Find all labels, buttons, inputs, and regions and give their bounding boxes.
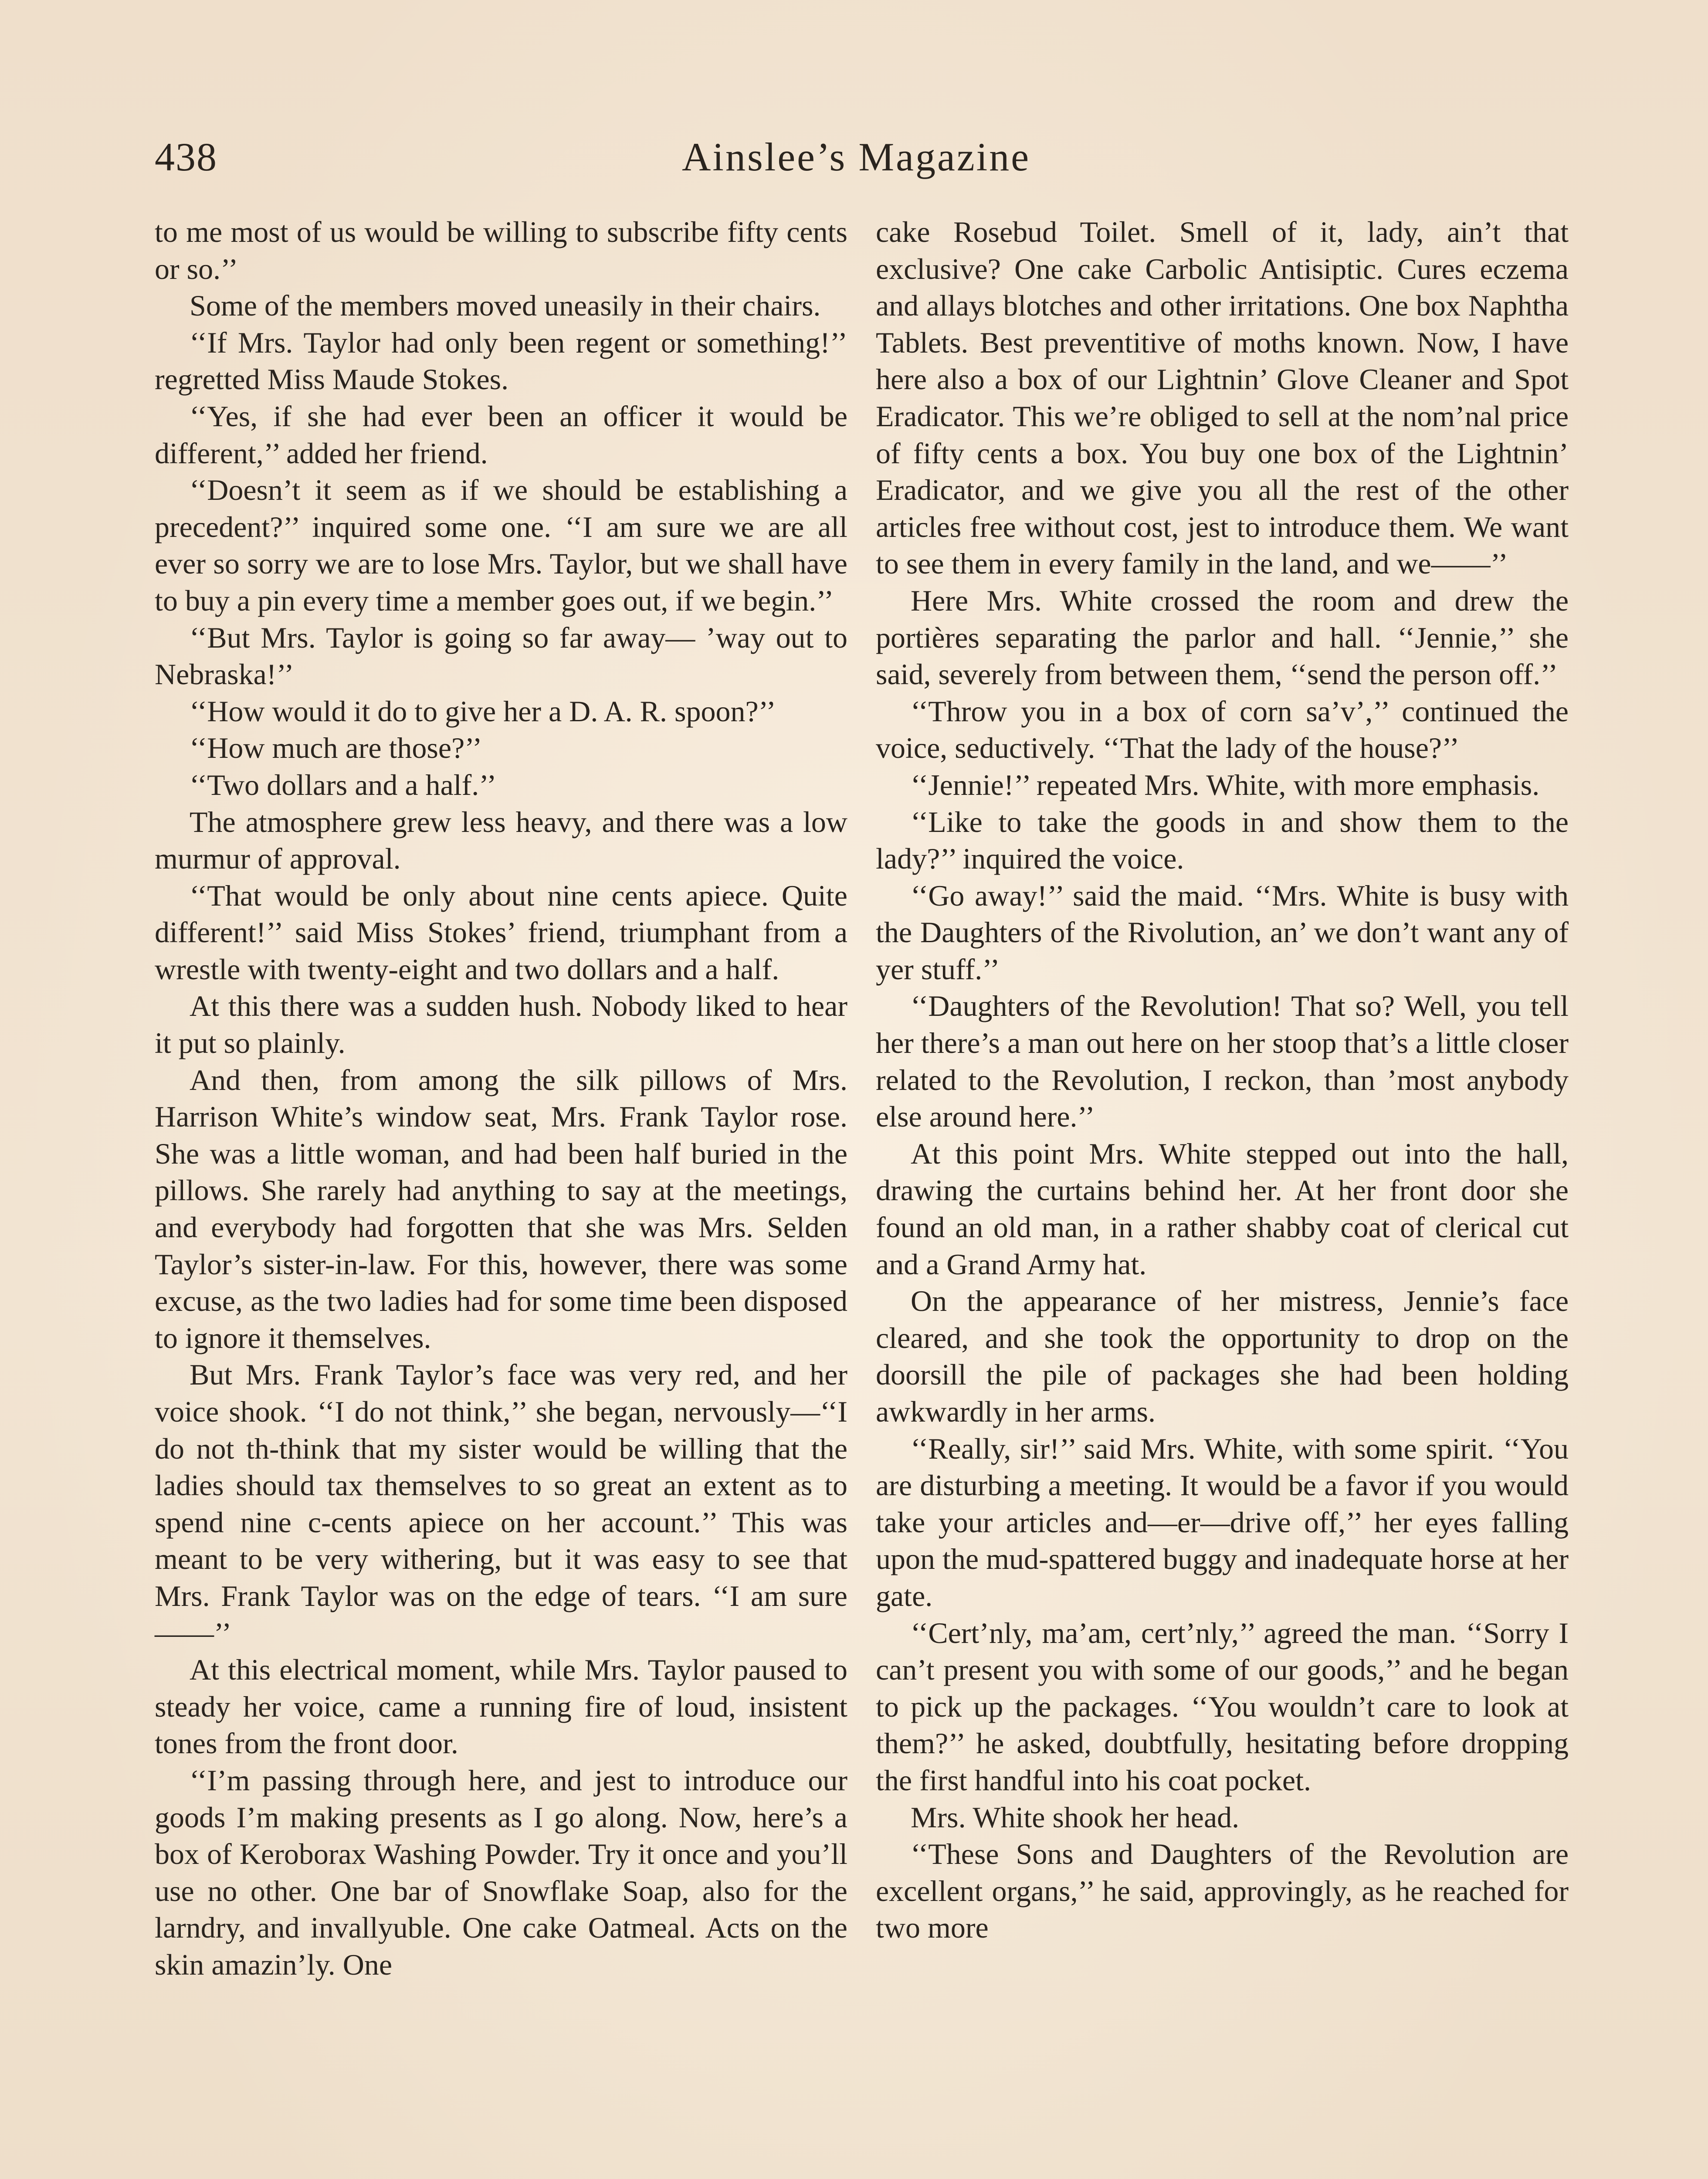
paragraph: ‘‘Two dollars and a half.’’	[190, 768, 497, 801]
paragraph: At this electrical moment, while Mrs. Taylor paused to steady her voice, came a running fire of loud, insistent tones from the front door.	[155, 1653, 847, 1760]
paragraph: ‘‘Daughters of the Revolution! That so? Well, you tell her there’s a man out here on her stoop that’s a little closer related to the Revolution, I reckon, than ’most anybody else around here.’’	[876, 989, 1569, 1134]
paragraph: to me most of us would be willing to subscribe fifty cents or so.’’	[155, 215, 847, 285]
magazine-title: Ainslee’s Magazine	[681, 135, 1031, 179]
paragraph: But Mrs. Frank Taylor’s face was very red, and her voice shook. ‘‘I do not think,’’ she began, nervously—‘‘I do not th-think that my sister would be willing that the ladies should tax themselves to so great an extent as to spend nine c-cents apiece on her account.’’ This was meant to be very withering, but it was easy to see that Mrs. Frank Taylor was on the edge of tears. ‘‘I am sure——’’	[155, 1358, 847, 1650]
paragraph: ‘‘Doesn’t it seem as if we should be establishing a precedent?’’ inquired some one. ‘‘I am sure we are all ever so sorry we are to lose Mrs. Taylor, but we shall have to buy a pin every time a member goes out, if we begin.’’	[155, 473, 847, 617]
paragraph: ‘‘Throw you in a box of corn sa’v’,’’ continued the voice, seductively. ‘‘That the lady of the house?’’	[876, 694, 1569, 765]
paragraph: ‘‘Really, sir!’’ said Mrs. White, with some spirit. ‘‘You are disturbing a meeting. It would be a favor if you would take your articles and—er—drive off,’’ her eyes falling upon the mud-spattered buggy and inadequate horse at her gate.	[876, 1432, 1569, 1612]
paragraph: ‘‘Jennie!’’ repeated Mrs. White, with more emphasis.	[911, 768, 1540, 801]
paragraph: At this there was a sudden hush. Nobody liked to hear it put so plainly.	[155, 989, 847, 1060]
paragraph: ‘‘Cert’nly, ma’am, cert’nly,’’ agreed the man. ‘‘Sorry I can’t present you with some of our goods,’’ and he began to pick up the packages. ‘‘You wouldn’t care to look at them?’’ he asked, doubtfully, hesitating before dropping the first handful into his coat pocket.	[876, 1616, 1569, 1797]
paragraph: At this point Mrs. White stepped out into the hall, drawing the curtains behind her. At her front door she found an old man, in a rather shabby coat of clerical cut and a Grand Army hat.	[876, 1137, 1569, 1281]
page-number: 438	[155, 135, 217, 179]
paragraph: Here Mrs. White crossed the room and drew the portières separating the parlor and hall. ‘‘Jennie,’’ she said, severely from between them, ‘‘send the person off.’’	[876, 584, 1569, 691]
paragraph: ‘‘Go away!’’ said the maid. ‘‘Mrs. White is busy with the Daughters of the Rivolution, an’ we don’t want any of yer stuff.’’	[876, 879, 1569, 986]
paragraph: ‘‘If Mrs. Taylor had only been regent or something!’’ regretted Miss Maude Stokes.	[155, 326, 847, 396]
paragraph: ‘‘That would be only about nine cents apiece. Quite different!’’ said Miss Stokes’ friend, triumphant from a wrestle with twenty-eight and two dollars and a half.	[155, 879, 847, 986]
right-column	[876, 214, 1569, 1946]
paragraph: ‘‘These Sons and Daughters of the Revolution are excellent organs,’’ he said, approvingly, as he reached for two more	[876, 1837, 1569, 1945]
paragraph: ‘‘How much are those?’’	[190, 731, 482, 765]
paragraph: Mrs. White shook her head.	[911, 1800, 1240, 1834]
paragraph: cake Rosebud Toilet. Smell of it, lady, ain’t that exclusive? One cake Carbolic Antisiptic. Cures eczema and allays blotches and other irritations. One box Naphtha Tablets. Best preventitive of moths known. Now, I have here also a box of our Lightnin’ Glove Cleaner and Spot Eradicator. This we’re obliged to sell at the nom’nal price of fifty cents a box. You buy one box of the Lightnin’ Eradicator, and we give you all the rest of the other articles free without cost, jest to introduce them. We want to see them in every family in the land, and we——’’	[876, 215, 1569, 580]
paragraph: ‘‘I’m passing through here, and jest to introduce our goods I’m making presents as I go along. Now, here’s a box of Keroborax Washing Powder. Try it once and you’ll use no other. One bar of Snowflake Soap, also for the larndry, and invallyuble. One cake Oatmeal. Acts on the skin amazin’ly. One	[155, 1763, 847, 1981]
paragraph: ‘‘How would it do to give her a D. A. R. spoon?’’	[190, 694, 776, 728]
paragraph: ‘‘But Mrs. Taylor is going so far away— ’way out to Nebraska!’’	[155, 621, 847, 691]
paragraph: And then, from among the silk pillows of Mrs. Harrison White’s window seat, Mrs. Frank Taylor rose. She was a little woman, and had been half buried in the pillows. She rarely had anything to say at the meetings, and everybody had forgotten that she was Mrs. Selden Taylor’s sister-in-law. For this, however, there was some excuse, as the two ladies had for some time been disposed to ignore it themselves.	[155, 1063, 847, 1354]
left-column	[155, 214, 847, 1983]
paragraph: ‘‘Yes, if she had ever been an officer it would be different,’’ added her friend.	[155, 399, 847, 470]
paragraph: ‘‘Like to take the goods in and show them to the lady?’’ inquired the voice.	[876, 805, 1569, 876]
paragraph: The atmosphere grew less heavy, and there was a low murmur of approval.	[155, 805, 847, 876]
paragraph: On the appearance of her mistress, Jennie’s face cleared, and she took the opportunity to drop on the doorsill the pile of packages she had been holding awkwardly in her arms.	[876, 1284, 1569, 1428]
paragraph: Some of the members moved uneasily in their chairs.	[190, 289, 821, 322]
running-head	[155, 131, 1558, 183]
